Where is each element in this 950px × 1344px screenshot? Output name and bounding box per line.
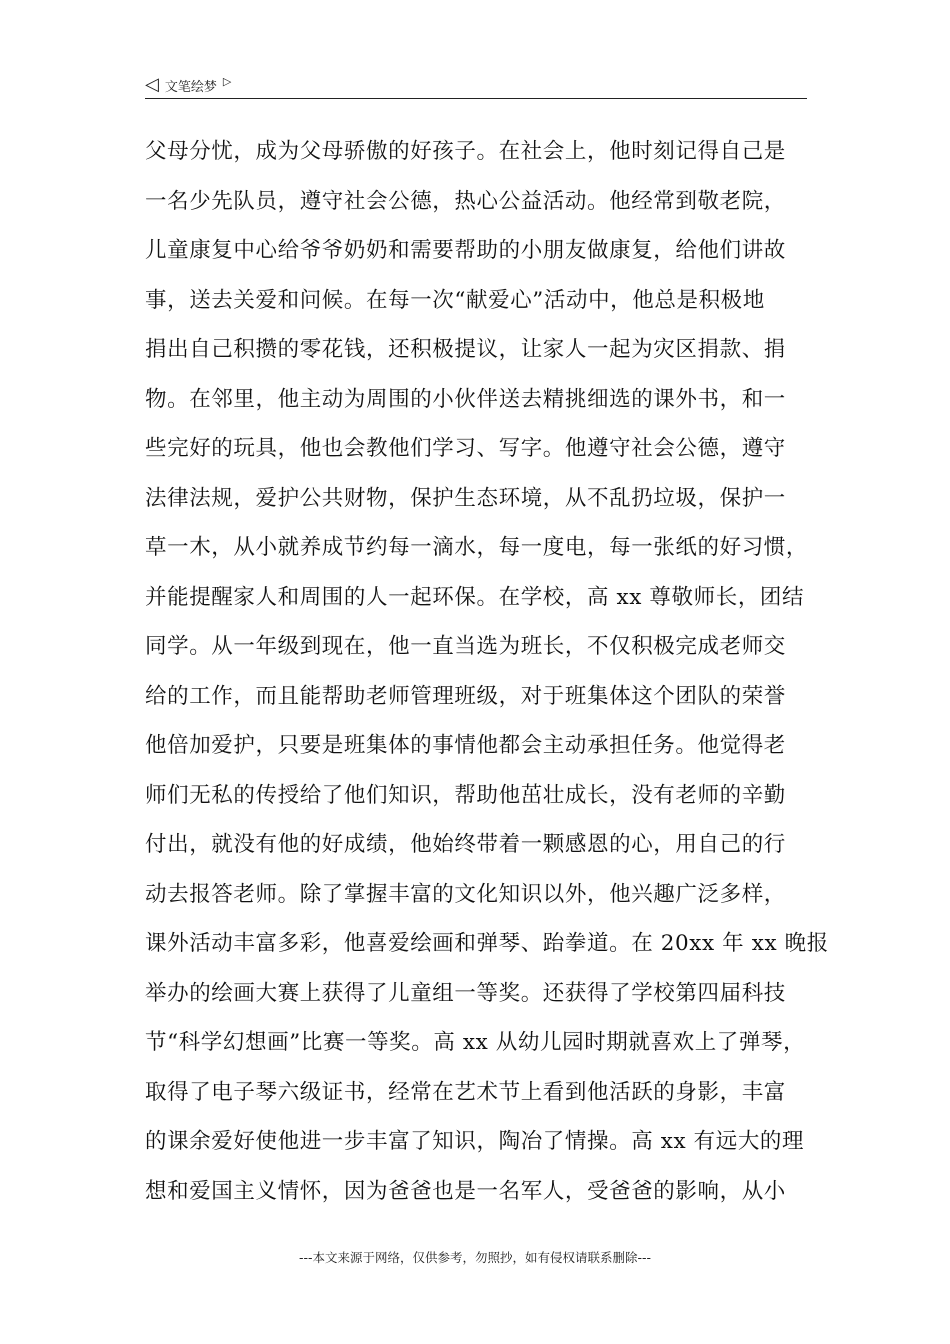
body-line: 法律法规，爱护公共财物，保护生态环境，从不乱扔垃圾，保护一 <box>145 485 786 511</box>
body-line: 并能提醒家人和周围的人一起环保。在学校，高 xx 尊敬师长，团结 <box>145 584 805 610</box>
body-line: 草一木，从小就养成节约每一滴水，每一度电，每一张纸的好习惯， <box>145 535 809 560</box>
body-line: 物。在邻里，他主动为周围的小伙伴送去精挑细选的课外书，和一 <box>145 386 786 412</box>
body-line: 师们无私的传授给了他们知识，帮助他茁壮成长，没有老师的辛勤 <box>145 782 786 808</box>
body-line: 儿童康复中心给爷爷奶奶和需要帮助的小朋友做康复，给他们讲故 <box>145 238 786 263</box>
body-line: 一名少先队员，遵守社会公德，热心公益活动。他经常到敬老院， <box>145 188 786 214</box>
body-line: 他倍加爱护，只要是班集体的事情他都会主动承担任务。他觉得老 <box>145 733 786 758</box>
body-line: 捐出自己积攒的零花钱，还积极提议，让家人一起为灾区捐款、捐 <box>145 337 786 362</box>
triangle-right-icon: ▷ <box>222 74 232 88</box>
body-line: 节“科学幻想画”比赛一等奖。高 xx 从幼儿园时期就喜欢上了弹琴， <box>145 1030 806 1055</box>
triangle-left-icon: ◁ <box>145 74 159 95</box>
body-line: 想和爱国主义情怀，因为爸爸也是一名军人，受爸爸的影响，从小 <box>145 1178 786 1204</box>
body-line: 给的工作，而且能帮助老师管理班级，对于班集体这个团队的荣誉 <box>145 683 786 709</box>
body-line: 的课余爱好使他进一步丰富了知识，陶冶了情操。高 xx 有远大的理 <box>145 1129 805 1154</box>
body-line: 举办的绘画大赛上获得了儿童组一等奖。还获得了学校第四届科技 <box>145 980 786 1006</box>
body-line: 课外活动丰富多彩，他喜爱绘画和弹琴、跆拳道。在 20xx 年 xx 晚报 <box>145 931 829 956</box>
body-line: 事，送去关爱和问候。在每一次“献爱心”活动中，他总是积极地 <box>145 287 765 313</box>
page-header <box>145 74 807 99</box>
body-line: 动去报答老师。除了掌握丰富的文化知识以外，他兴趣广泛多样， <box>145 881 786 907</box>
header-brand: 文笔绘梦 <box>164 79 217 95</box>
body-line: 付出，就没有他的好成绩，他始终带着一颗感恩的心，用自己的行 <box>145 832 786 857</box>
body-line: 同学。从一年级到现在，他一直当选为班长，不仅积极完成老师交 <box>145 634 786 659</box>
document-body <box>145 132 829 1221</box>
body-line: 父母分忧，成为父母骄傲的好孩子。在社会上，他时刻记得自己是 <box>145 139 786 164</box>
page-footer: ---本文来源于网络，仅供参考，勿照抄，如有侵权请联系删除--- <box>298 1250 652 1265</box>
body-line: 取得了电子琴六级证书，经常在艺术节上看到他活跃的身影，丰富 <box>145 1079 786 1105</box>
body-line: 些完好的玩具，他也会教他们学习、写字。他遵守社会公德，遵守 <box>145 436 786 461</box>
